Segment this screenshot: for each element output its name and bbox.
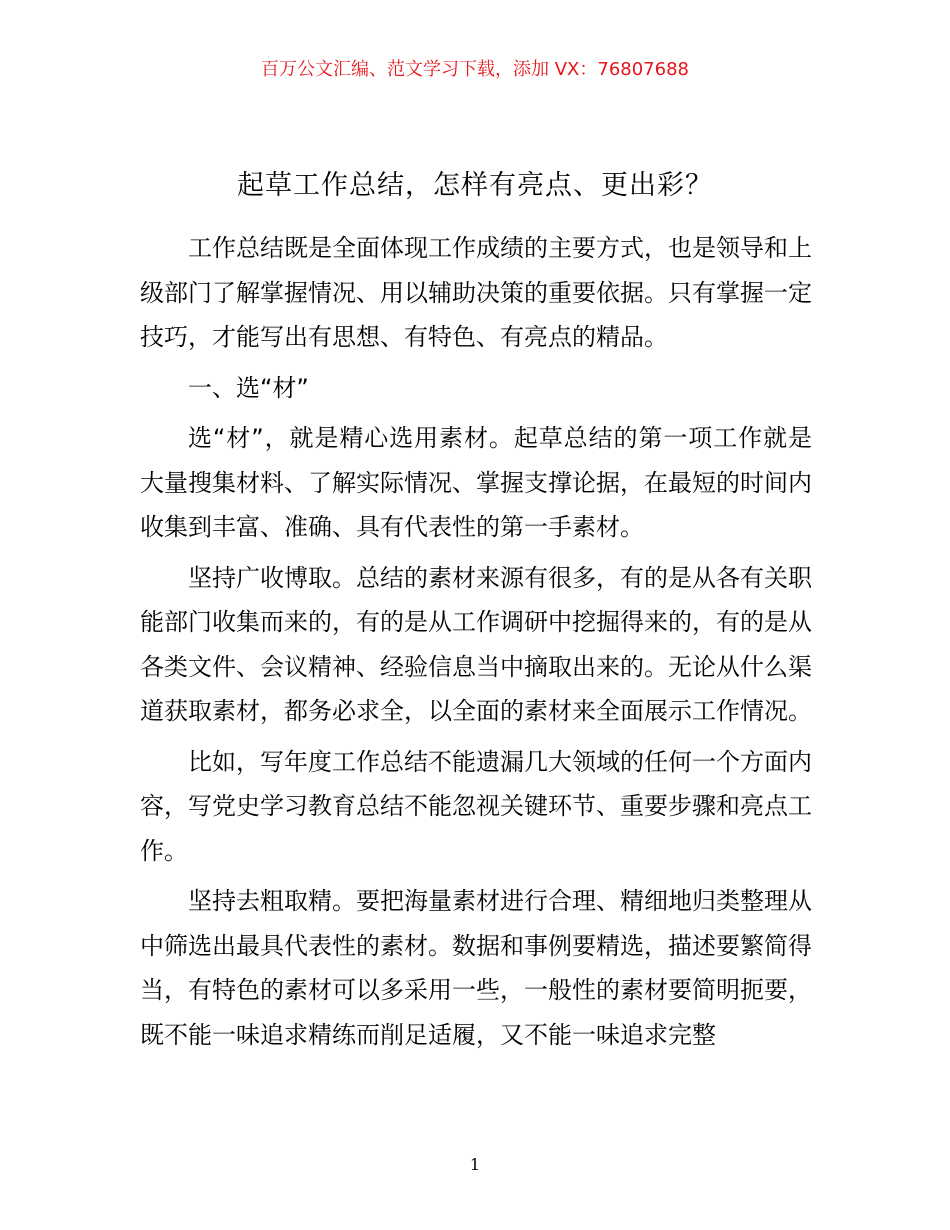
paragraph: 坚持广收博取。总结的素材来源有很多，有的是从各有关职能部门收集而来的，有的是从工作调研中挖掘得来的，有的是从各类文件、会议精神、经验信息当中摘取出来的。无论从什么渠道获取素材，都务必求全，以全面的素材来全面展示工作情况。	[140, 563, 812, 725]
paragraph-intro: 工作总结既是全面体现工作成绩的主要方式，也是领导和上级部门了解掌握情况、用以辅助决策的重要依据。只有掌握一定技巧，才能写出有思想、有特色、有亮点的精品。	[140, 234, 812, 351]
document-body	[140, 226, 812, 1063]
paragraph: 坚持去粗取精。要把海量素材进行合理、精细地归类整理从中筛选出最具代表性的素材。数据和事例要精选，描述要繁简得当，有特色的素材可以多采用一些，一般性的素材要简明扼要，既不能一味追求精练而削足适履，又不能一味追求完整	[140, 887, 812, 1049]
paragraph: 选“材”，就是精心选用素材。起草总结的第一项工作就是大量搜集材料、了解实际情况、掌握支撑论据，在最短的时间内收集到丰富、准确、具有代表性的第一手素材。	[140, 424, 812, 541]
page-number: 1	[469, 1155, 481, 1174]
document-title: 起草工作总结，怎样有亮点、更出彩？	[237, 170, 713, 201]
section-heading: 一、选“材”	[188, 373, 309, 402]
paragraph: 比如，写年度工作总结不能遗漏几大领域的任何一个方面内容，写党史学习教育总结不能忽视关键环节、重要步骤和亮点工作。	[140, 747, 812, 865]
header-note: 百万公文汇编、范文学习下载，添加 VX：76807688	[261, 59, 689, 80]
